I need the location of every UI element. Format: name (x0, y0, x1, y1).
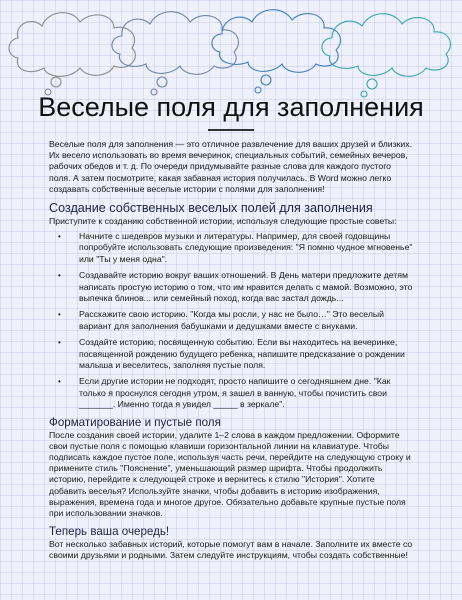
list-item-text: Расскажите свою историю. "Когда мы росли, у нас не было…" Это веселый вариант для заполнения бабушками и дедушками вместе с внуками. (79, 309, 385, 331)
list-item (58, 270, 413, 304)
bullet-icon: • (58, 310, 61, 320)
list-item (58, 376, 413, 410)
list-item (58, 337, 413, 371)
bullet-icon: • (58, 377, 61, 387)
page-title: Веселые поля для заполнения (38, 92, 424, 122)
thought-cloud-icon (212, 10, 341, 93)
your-turn-paragraph: Вот несколько забавных историй, которые помогут вам в начале. Заполните их вместе со своими друзьями и родными. Затем следуйте инструкциям, чтобы создать собственные! (49, 539, 413, 561)
thought-clouds-decoration (0, 0, 462, 100)
section-heading-your-turn: Теперь ваша очередь! (49, 525, 170, 539)
title-divider (208, 129, 254, 131)
bullet-icon: • (58, 232, 61, 242)
tips-list (49, 231, 413, 410)
list-item-text: Создавайте историю вокруг ваших отношений. В День матери предложите детям написать простую историю о том, что им нравится делать с мамой. Возможно, это выпечка блинов... или семейный поход, когда вас застал дождь... (79, 270, 413, 303)
list-item (58, 309, 413, 331)
formatting-paragraph: После создания своей истории, удалите 1–2 слова в каждом предложении. Оформите свои пустые поля с помощью клавиши горизонтальной линии на клавиатуре. Чтобы подписать каждое пустое поле, используя часть речи, перейдите на следующую строку и примените стиль "Пояснение", уменьшающий размер шрифта. Чтобы продолжить историю, перейдите к следующей строке и вернитесь к стилю "История". Хотите добавить веселья? Используйте значки, чтобы добавить в историю изображения, выражения, времена года и многое другое. Обязательно добавьте крупные пустые поля при использовании значков. (49, 429, 411, 518)
thought-cloud-icon (9, 13, 135, 95)
section-lead: Приступите к созданию собственной истории, используя следующие простые советы: (49, 216, 397, 227)
section-heading-formatting: Форматирование и пустые поля (49, 415, 221, 429)
thought-cloud-icon (322, 14, 451, 97)
bullet-icon: • (58, 338, 61, 348)
intro-paragraph: Веселые поля для заполнения — это отличное развлечение для ваших друзей и близких. Их весело использовать во время вечеринок, специальных событий, семейных вечеров, рабочих обедов и т. д. По очереди придумывайте разные слова для каждого пустого поля. А затем посмотрите, какая забавная история получилась. В Word можно легко создавать собственные веселые истории с полями для заполнения! (49, 139, 413, 194)
list-item-text: Начните с шедевров музыки и литературы. Например, для своей годовщины попробуйте использовать следующие произведения: "Я помню чудное мгновенье" или "Ты у меня одна". (79, 231, 413, 264)
list-item-text: Если другие истории не подходят, просто напишите о сегодняшнем дне. "Как только я проснулся сегодня утром, я зашел в ванную, чтобы почистить свои _______. Именно тогда я увидел _____ в зеркале". (79, 376, 391, 409)
bullet-icon: • (58, 271, 61, 281)
list-item (58, 231, 413, 265)
section-heading-create: Создание собственных веселых полей для заполнения (49, 201, 373, 216)
list-item-text: Создайте историю, посвященную событию. Если вы находитесь на вечеринке, посвященной рождению будущего ребенка, напишите предсказание о рождении малыша и веселитесь, заполняя пустые поля. (79, 337, 405, 370)
document-body (49, 139, 413, 562)
